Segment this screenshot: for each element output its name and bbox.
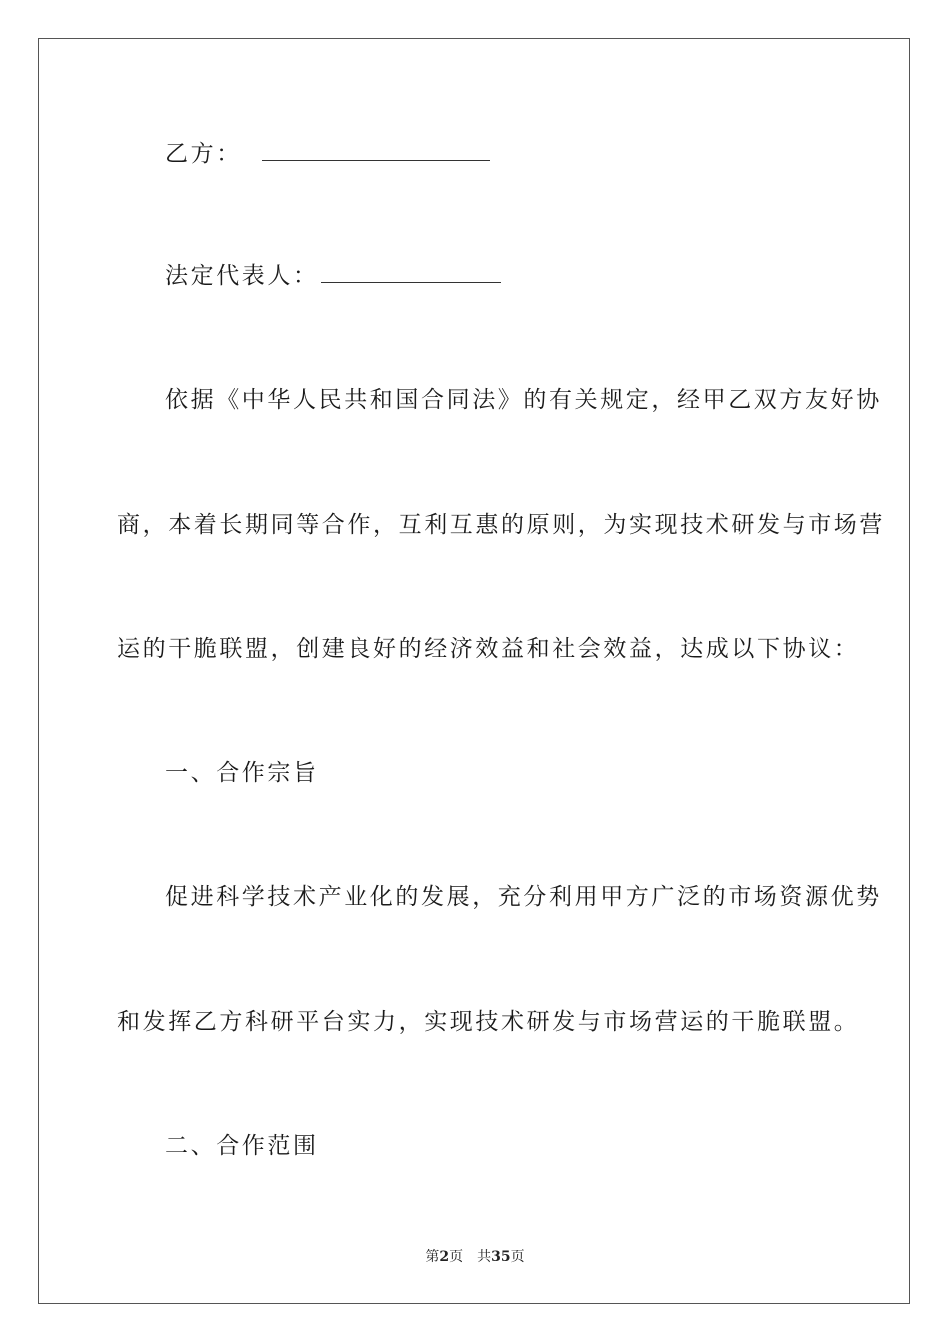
- page-prefix: 第: [425, 1249, 440, 1265]
- party-b-row: [165, 138, 490, 169]
- page-number-footer: [0, 1246, 950, 1266]
- page-suffix: 页: [449, 1249, 464, 1265]
- party-b-blank-field[interactable]: [262, 138, 490, 161]
- section-1-heading: 一、合作宗旨: [165, 760, 319, 786]
- page-current: 2: [439, 1249, 450, 1265]
- legal-rep-label: 法定代表人：: [165, 263, 319, 289]
- section-2-heading: 二、合作范围: [165, 1133, 319, 1159]
- total-prefix: 共: [477, 1249, 492, 1265]
- party-b-label: 乙方：: [165, 141, 242, 167]
- legal-rep-row: [165, 260, 501, 291]
- intro-line-2: 商，本着长期同等合作，互利互惠的原则，为实现技术研发与市场营: [117, 512, 885, 538]
- intro-line-3: 运的干脆联盟，创建良好的经济效益和社会效益，达成以下协议：: [117, 636, 860, 662]
- section-1-line-2: 和发挥乙方科研平台实力，实现技术研发与市场营运的干脆联盟。: [117, 1009, 860, 1035]
- section-1-line-1: 促进科学技术产业化的发展，充分利用甲方广泛的市场资源优势: [165, 884, 882, 910]
- page-total: 35: [491, 1249, 511, 1265]
- legal-rep-blank-field[interactable]: [321, 260, 501, 283]
- total-suffix: 页: [510, 1249, 525, 1265]
- page-border: [38, 38, 910, 1304]
- intro-line-1: 依据《中华人民共和国合同法》的有关规定，经甲乙双方友好协: [165, 387, 882, 413]
